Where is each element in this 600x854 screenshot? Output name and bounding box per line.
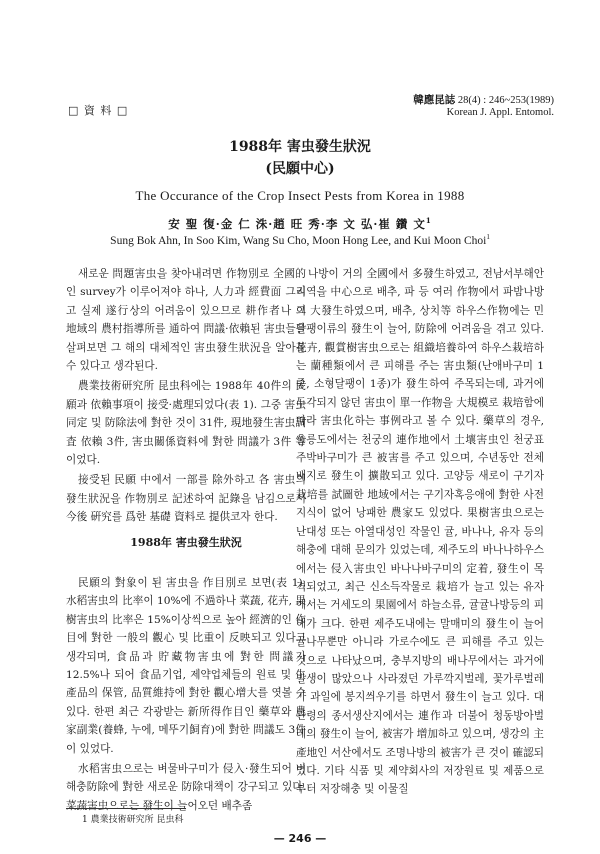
authors-korean-names: 安 聖 復·金 仁 洙·趙 旺 秀·李 文 弘·崔 鑽 文 <box>168 217 426 231</box>
section-heading: 1988年 害虫發生狀況 <box>130 536 242 549</box>
journal-line-2: Korean J. Appl. Entomol. <box>446 107 554 118</box>
body-paragraph: 民願의 對象이 된 害虫을 作目別로 보면(表 1), 水稻害虫의 比率이 10%에 不過하나 菜蔬, 花卉, 果樹害虫의 比率은 15%이상씩으로 높아 經濟的인 作目에 對한 一般의 觀心 및 比重이 反映되고 있다고 생각되며, 食品과 貯藏物害虫에 對한 問議가 12.5%나 되어 食品기업, 제약업체들의 원료 및 生產品의 保管, 品質維持에 對한 觀心增大를 엿볼 수 있다. 한편 최근 각광받는 新所得作目인 藥草와 農家副業(養蜂, 누에, 메뚜기飼育)에 對한 問議도 3件이 있었다. <box>66 577 306 755</box>
journal-name: 韓應昆誌 <box>413 95 456 106</box>
journal-citation <box>413 95 554 119</box>
authors-korean <box>0 216 600 232</box>
authors-english <box>0 233 600 247</box>
paper-title: 1988年 害虫發生狀況 <box>229 139 371 155</box>
authors-english-affiliation-mark: 1 <box>486 233 490 241</box>
paper-subtitle: (民願中心) <box>265 161 335 177</box>
intro-paragraph: 接受된 民願 中에서 一部를 除外하고 各 害虫의 發生狀況을 作物別로 記述하여 記錄을 남김으로서 今後 硏究를 爲한 基礎 資料로 提供코자 한다. <box>66 474 306 524</box>
section-tag: □ 資 料 □ <box>68 104 129 117</box>
page-number: — 246 — <box>273 832 327 845</box>
body-paragraph: 水稻害虫으로는 벼물바구미가 侵入·發生되어 벼해충防除에 對한 새로운 防除대책이 강구되고 있다. 菜蔬害虫으로는 發生이 늘어오던 배추좀 <box>66 763 306 812</box>
left-column-intro <box>66 265 306 527</box>
paper-title-english: The Occurance of the Crop Insect Pests from Korea in 1988 <box>135 188 465 203</box>
journal-line-1 <box>413 95 554 107</box>
body-paragraph: 나방이 거의 全國에서 多發生하였고, 전남서부해안지역을 中心으로 배추, 파 등 여러 作物에서 파밤나방이 大發生하였으며, 배추, 상치等 하우스作物에는 민달팽이류의 發生이 늘어, 防除에 어려움을 겪고 있다. 花卉, 觀賞樹害虫으로는 組織培養하여 하우스栽培하는 蘭種類에서 큰 피해를 주는 害虫類(난애바구미 1종, 소형달팽이 1종)가 發生하여 주목되는데, 과거에 두각되지 않던 害虫이 單一作物을 大規模로 栽培함에 따라 害虫化하는 事例라고 볼 수 있다. 藥草의 경우, 울릉도에서는 천궁의 連作地에서 土壤害虫인 천궁표주박바구미가 큰 被害를 주고 있으며, 수년동안 전체배지로 發生이 擴散되고 있다. 고양등 새로이 구기자栽培를 試圖한 地域에서는 구기자혹응애에 對한 사전지식이 없어 낭패한 農家도 있었다. 果樹害虫으로는 난대성 또는 아열대성인 작물인 귤, 바나나, 유자 등의 해충에 대해 문의가 있었는데, 제주도의 바나나하우스에서는 侵入害虫인 바나나바구미의 定着, 發生이 목격되었고, 최근 신소득작물로 栽培가 늘고 있는 유자에서는 거세도의 果園에서 하늘소류, 귤귤나방등의 피해가 크다. 한편 제주도내에는 말매미의 發生이 늘어 귤나무뿐만 아니라 가로수에도 큰 피해를 주고 있는 것으로 나타났으며, 충부지방의 배나무에서는 과거에 발생이 많았으나 사라졌던 가루깍지벌레, 꽃가루벌레가 과일에 봉지씌우기를 하면서 發生이 늘고 있다. 대관령의 종서생산지에서는 連作과 더불어 청동방아벌레의 發生이 늘어, 被害가 增加하고 있으며, 생강의 主產地인 서산에서도 조명나방의 被害가 큰 것이 確認되었다. 기타 식품 및 제약회사의 저장원료 및 제품으로부터 저장해충 및 이물질 <box>296 268 544 796</box>
left-column-body <box>66 574 306 815</box>
intro-paragraph: 農業技術研究所 昆虫科에는 1988年 40件의 民願과 依賴事項이 接受·處理되었다(表 1). 그중 害虫同定 및 防除法에 對한 것이 31件, 現地發生害虫調査 依賴 3件, 害虫關係資料에 對한 問議가 3件 等이었다. <box>66 380 306 467</box>
authors-english-names: Sung Bok Ahn, In Soo Kim, Wang Su Cho, Moon Hong Lee, and Kui Moon Choi <box>110 234 487 247</box>
footnote-divider <box>66 808 186 809</box>
journal-volume: 28(4) : 246~253(1989) <box>455 95 554 106</box>
right-column <box>296 265 544 799</box>
footnote: 1 農業技術研究所 昆虫科 <box>82 815 184 825</box>
authors-korean-affiliation-mark: 1 <box>425 216 432 226</box>
intro-paragraph: 새로운 問題害虫을 찾아내려면 作物別로 全國的인 survey가 이루어져야 하나, 人力과 經費面 그리고 실제 遂行상의 어려움이 있으므로 耕作者나 그 地域의 農村指導所를 通하여 問議·依賴된 害虫들을 살펴보면 그 해의 대체적인 害虫發生狀況을 알아볼 수 있다고 생각된다. <box>66 268 306 373</box>
